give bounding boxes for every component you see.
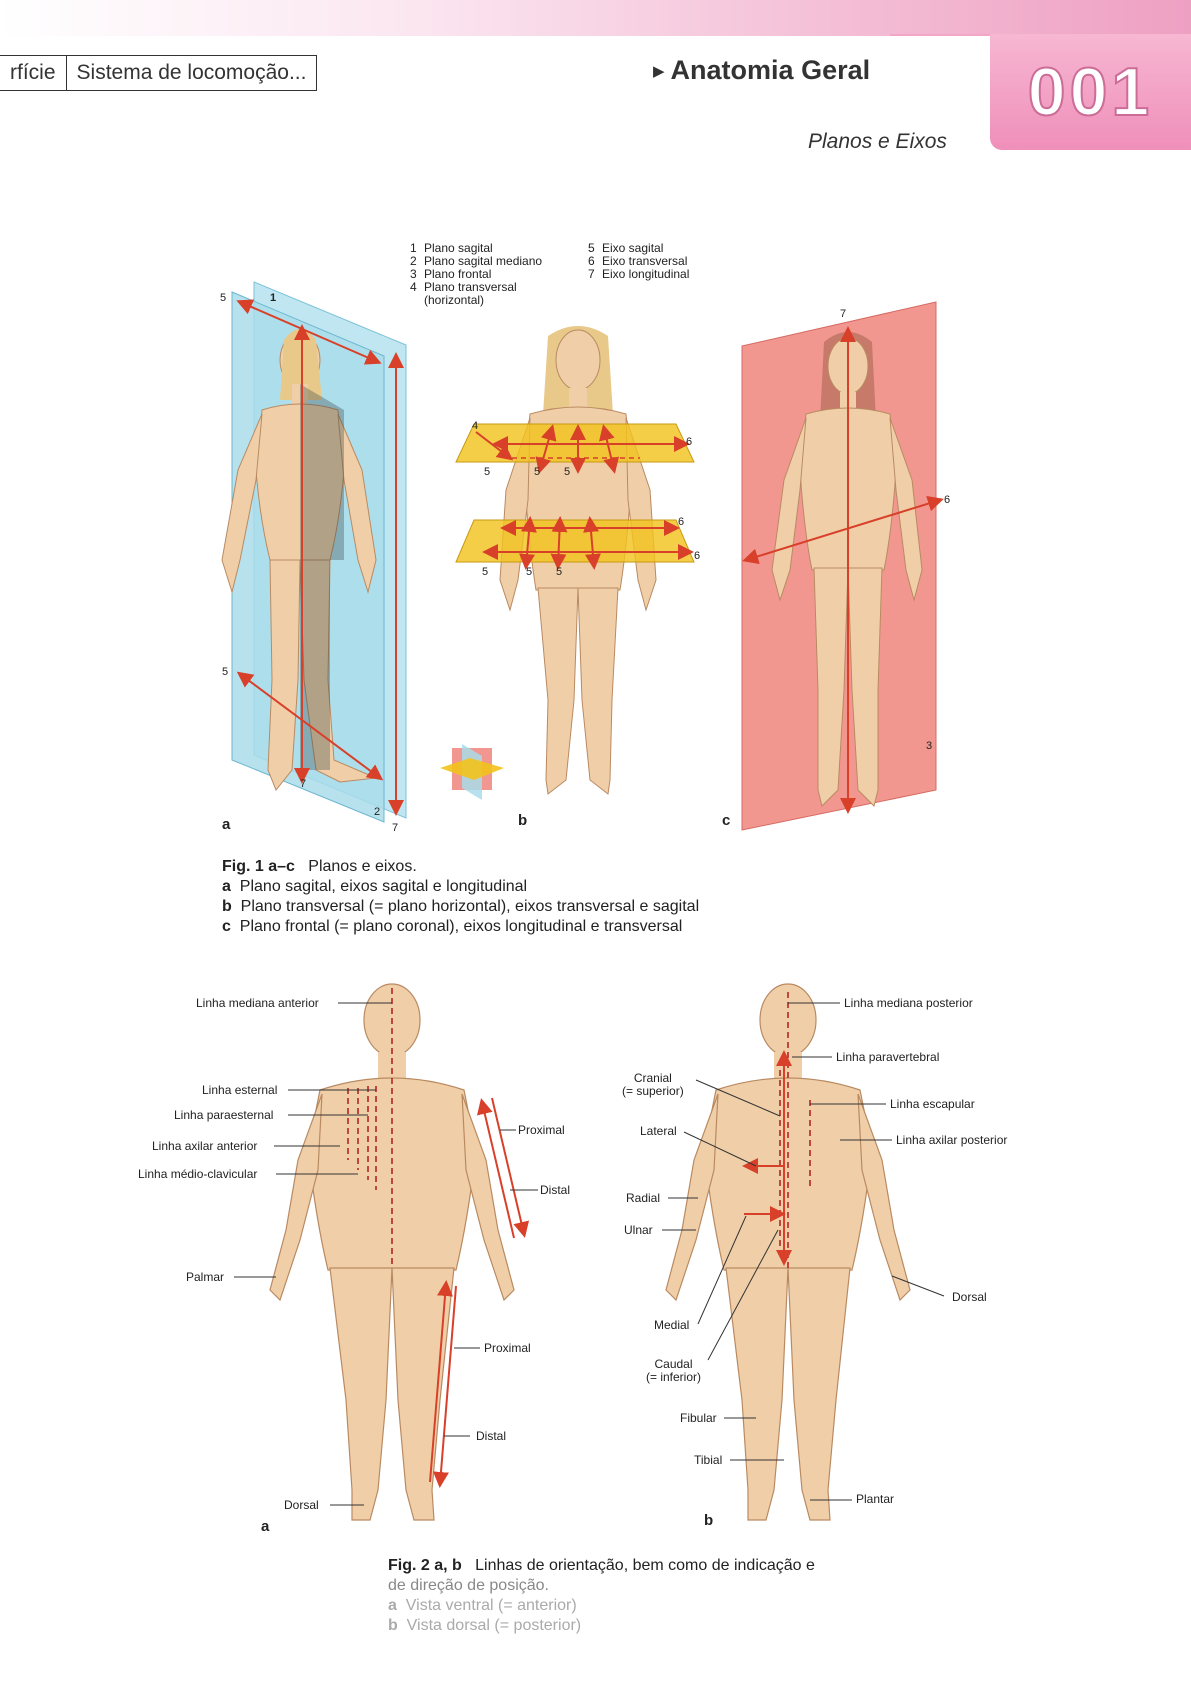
label-distal-arm: Distal bbox=[540, 1183, 571, 1197]
fig2-caption-heading-1: Linhas de orientação, bem como de indicação e bbox=[475, 1557, 815, 1574]
legend-num: 5 bbox=[588, 241, 595, 255]
label-proximal-leg: Proximal bbox=[484, 1341, 531, 1355]
legend-text: Eixo sagital bbox=[602, 241, 664, 255]
fig2-caption bbox=[388, 1556, 948, 1636]
label-linha-escapular: Linha escapular bbox=[890, 1097, 975, 1111]
label-plantar: Plantar bbox=[856, 1492, 895, 1506]
label-cranial-sub: (= superior) bbox=[622, 1084, 684, 1098]
label-cranial bbox=[622, 1072, 684, 1098]
fig1-panel-letter-b: b bbox=[518, 812, 528, 829]
fig1a-label-7-right: 7 bbox=[392, 822, 399, 834]
fig2-caption-title: Fig. 2 a, b bbox=[388, 1557, 462, 1574]
label-linha-axilar-posterior: Linha axilar posterior bbox=[896, 1133, 1008, 1147]
label-lateral: Lateral bbox=[640, 1124, 677, 1138]
fig1-caption-heading: Planos e eixos. bbox=[308, 858, 417, 875]
fig1a-label-5-top: 5 bbox=[220, 292, 227, 304]
label-palmar: Palmar bbox=[186, 1270, 225, 1284]
fig1a-label-2: 2 bbox=[374, 806, 381, 818]
label-linha-mediana-posterior: Linha mediana posterior bbox=[844, 996, 973, 1010]
page-subtitle: Planos e Eixos bbox=[808, 130, 947, 153]
caption-key: b bbox=[222, 898, 232, 915]
legend-text: (horizontal) bbox=[424, 293, 485, 307]
fig1b-label-5-c: 5 bbox=[564, 466, 571, 478]
label-dorsal-back: Dorsal bbox=[952, 1290, 987, 1304]
fig1a-label-1: 1 bbox=[270, 292, 277, 304]
label-caudal-sub: (= inferior) bbox=[646, 1370, 702, 1384]
caption-item: Plano frontal (= plano coronal), eixos longitudinal e transversal bbox=[239, 918, 683, 935]
label-caudal bbox=[646, 1358, 701, 1384]
label-fibular: Fibular bbox=[680, 1411, 717, 1425]
caption-item: Vista ventral (= anterior) bbox=[405, 1597, 577, 1614]
label-radial: Radial bbox=[626, 1191, 661, 1205]
fig1c-label-3: 3 bbox=[926, 740, 933, 752]
caption-item: Plano transversal (= plano horizontal), eixos transversal e sagital bbox=[240, 898, 700, 915]
legend-text: Eixo transversal bbox=[602, 254, 688, 268]
label-linha-esternal: Linha esternal bbox=[202, 1083, 278, 1097]
fig2-panel-letter-a: a bbox=[261, 1518, 270, 1535]
legend-num: 7 bbox=[588, 267, 595, 281]
label-linha-paraesternal: Linha paraesternal bbox=[174, 1108, 274, 1122]
fig1a-label-5-bottom: 5 bbox=[222, 666, 229, 678]
legend-num: 2 bbox=[410, 254, 417, 268]
fig1b-label-5-f: 5 bbox=[556, 566, 563, 578]
legend-num: 1 bbox=[410, 241, 417, 255]
section-label: Anatomia Geral bbox=[670, 55, 871, 85]
legend-num: 3 bbox=[410, 267, 417, 281]
fig1b-label-4: 4 bbox=[472, 420, 479, 432]
legend-num: 4 bbox=[410, 280, 417, 294]
label-tibial: Tibial bbox=[694, 1453, 723, 1467]
triangle-right-icon: ▶ bbox=[653, 63, 665, 80]
fig1b-label-5-b: 5 bbox=[534, 466, 541, 478]
legend-text: Plano sagital bbox=[424, 241, 493, 255]
label-cranial-text: Cranial bbox=[633, 1071, 672, 1085]
caption-key: a bbox=[388, 1597, 397, 1614]
label-linha-paravertebral: Linha paravertebral bbox=[836, 1050, 940, 1064]
label-caudal-text: Caudal bbox=[654, 1357, 693, 1371]
label-proximal-arm: Proximal bbox=[518, 1123, 565, 1137]
fig1b-label-5-a: 5 bbox=[484, 466, 491, 478]
fig1b-label-6-mid: 6 bbox=[678, 516, 685, 528]
legend-text: Plano transversal bbox=[424, 280, 517, 294]
fig1b-label-6-bottom: 6 bbox=[694, 550, 701, 562]
fig1-panel-letter-a: a bbox=[222, 816, 231, 833]
legend-text: Plano sagital mediano bbox=[424, 254, 543, 268]
fig1b-label-5-e: 5 bbox=[526, 566, 533, 578]
fig1a-label-7: 7 bbox=[300, 778, 307, 790]
fig2-caption-heading-2: de direção de posição. bbox=[388, 1577, 549, 1594]
label-linha-mediana-anterior: Linha mediana anterior bbox=[196, 996, 319, 1010]
label-dorsal-front: Dorsal bbox=[284, 1498, 319, 1512]
fig1-panel-letter-c: c bbox=[722, 812, 731, 829]
fig1c-label-7: 7 bbox=[840, 308, 847, 320]
label-linha-medio-clavicular: Linha médio-clavicular bbox=[138, 1167, 258, 1181]
breadcrumb-item-surface[interactable]: rfície bbox=[10, 61, 56, 84]
caption-item: Vista dorsal (= posterior) bbox=[406, 1617, 582, 1634]
label-medial: Medial bbox=[654, 1318, 690, 1332]
breadcrumb-item-locomotion[interactable]: Sistema de locomoção... bbox=[66, 56, 317, 90]
legend-text: Eixo longitudinal bbox=[602, 267, 690, 281]
page-number: 001 bbox=[1027, 54, 1154, 130]
fig1b-label-6-top: 6 bbox=[686, 436, 693, 448]
fig1c-label-6: 6 bbox=[944, 494, 951, 506]
fig1b-label-5-d: 5 bbox=[482, 566, 489, 578]
label-distal-leg: Distal bbox=[476, 1429, 507, 1443]
caption-key: a bbox=[222, 878, 231, 895]
label-ulnar: Ulnar bbox=[624, 1223, 653, 1237]
legend-text: Plano frontal bbox=[424, 267, 492, 281]
legend-num: 6 bbox=[588, 254, 595, 268]
caption-key: b bbox=[388, 1617, 398, 1634]
label-linha-axilar-anterior: Linha axilar anterior bbox=[152, 1139, 258, 1153]
caption-key: c bbox=[222, 918, 231, 935]
caption-item: Plano sagital, eixos sagital e longitudinal bbox=[239, 878, 528, 895]
fig1-caption-title: Fig. 1 a–c bbox=[222, 858, 295, 875]
fig2-panel-letter-b: b bbox=[704, 1512, 714, 1529]
